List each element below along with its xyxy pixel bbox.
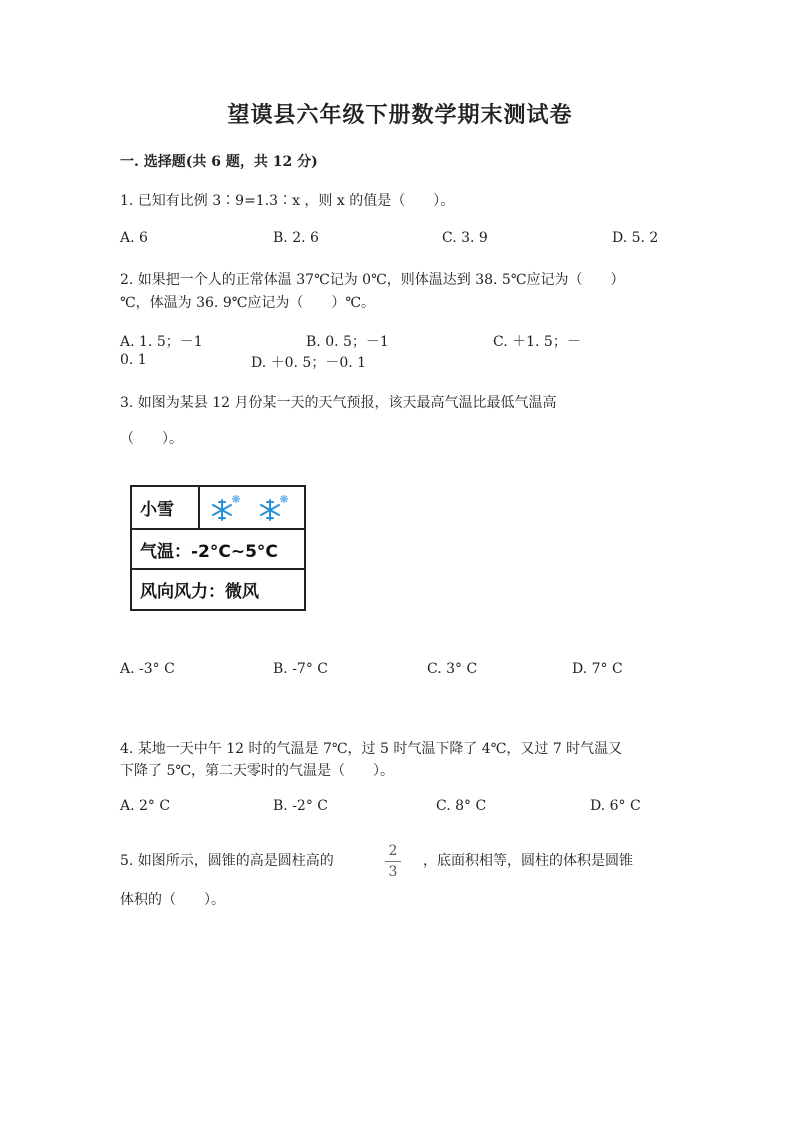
- q4-option-a: A. 2° C: [120, 798, 171, 814]
- q1-option-a: A. 6: [120, 230, 148, 246]
- question-3-text: 3. 如图为某县 12 月份某一天的天气预报，该天最高气温比最低气温高: [120, 395, 557, 411]
- q4-option-b: B. -2° C: [273, 798, 328, 814]
- q4-option-d: D. 6° C: [590, 798, 641, 814]
- snowflake-icon: [208, 493, 242, 523]
- fraction-two-thirds: [383, 843, 403, 880]
- weather-row-wind: [132, 570, 304, 609]
- fraction-numerator: 2: [388, 843, 398, 859]
- q3-option-b: B. -7° C: [273, 661, 328, 677]
- q2-option-d: D. ＋0. 5；－0. 1: [251, 355, 367, 371]
- question-2-text-cont: ℃，体温为 36. 9℃应记为（ ）℃。: [120, 295, 376, 311]
- q2-option-a: A. 1. 5；－1: [120, 334, 203, 350]
- question-1-text: 1. 已知有比例 3∶9=1.3∶x ，则 x 的值是（ ）。: [120, 193, 455, 209]
- weather-condition: 小雪: [132, 487, 200, 528]
- q3-option-a: A. -3° C: [120, 661, 175, 677]
- weather-wind: 风向风力：微风: [140, 582, 259, 602]
- q3-option-d: D. 7° C: [572, 661, 623, 677]
- question-5-text-cont: ，底面积相等，圆柱的体积是圆锥: [423, 853, 633, 869]
- q1-option-b: B. 2. 6: [273, 230, 319, 246]
- question-3-text-cont: （ ）。: [120, 431, 183, 447]
- weather-row-temp: [132, 530, 304, 570]
- snowflake-icon: [256, 493, 290, 523]
- question-4-text-cont: 下降了 5℃，第二天零时的气温是（ ）。: [120, 763, 395, 779]
- q4-option-c: C. 8° C: [436, 798, 487, 814]
- q2-option-c: C. ＋1. 5；－: [493, 334, 581, 350]
- weather-temperature: 气温：-2°C~5°C: [140, 541, 278, 562]
- q3-option-c: C. 3° C: [427, 661, 478, 677]
- question-2-text: 2. 如果把一个人的正常体温 37℃记为 0℃，则体温达到 38. 5℃应记为（ ）: [120, 272, 625, 288]
- weather-row-condition: [132, 487, 304, 530]
- q2-option-b: B. 0. 5；－1: [306, 334, 389, 350]
- question-5-text: 5. 如图所示，圆锥的高是圆柱高的: [120, 853, 334, 869]
- question-4-text: 4. 某地一天中午 12 时的气温是 7℃，过 5 时气温下降了 4℃，又过 7 时气温又: [120, 741, 623, 757]
- weather-forecast-card: [130, 485, 306, 611]
- q1-option-c: C. 3. 9: [442, 230, 488, 246]
- q1-option-d: D. 5. 2: [612, 230, 659, 246]
- fraction-denominator: 3: [388, 864, 398, 880]
- q2-option-c-cont: 0. 1: [120, 352, 147, 368]
- section-heading: 一. 选择题(共 6 题，共 12 分): [120, 154, 318, 170]
- page-title: 望谟县六年级下册数学期末测试卷: [227, 102, 573, 128]
- snow-icons: [200, 487, 304, 528]
- question-5-text-line2: 体积的（ ）。: [120, 892, 225, 908]
